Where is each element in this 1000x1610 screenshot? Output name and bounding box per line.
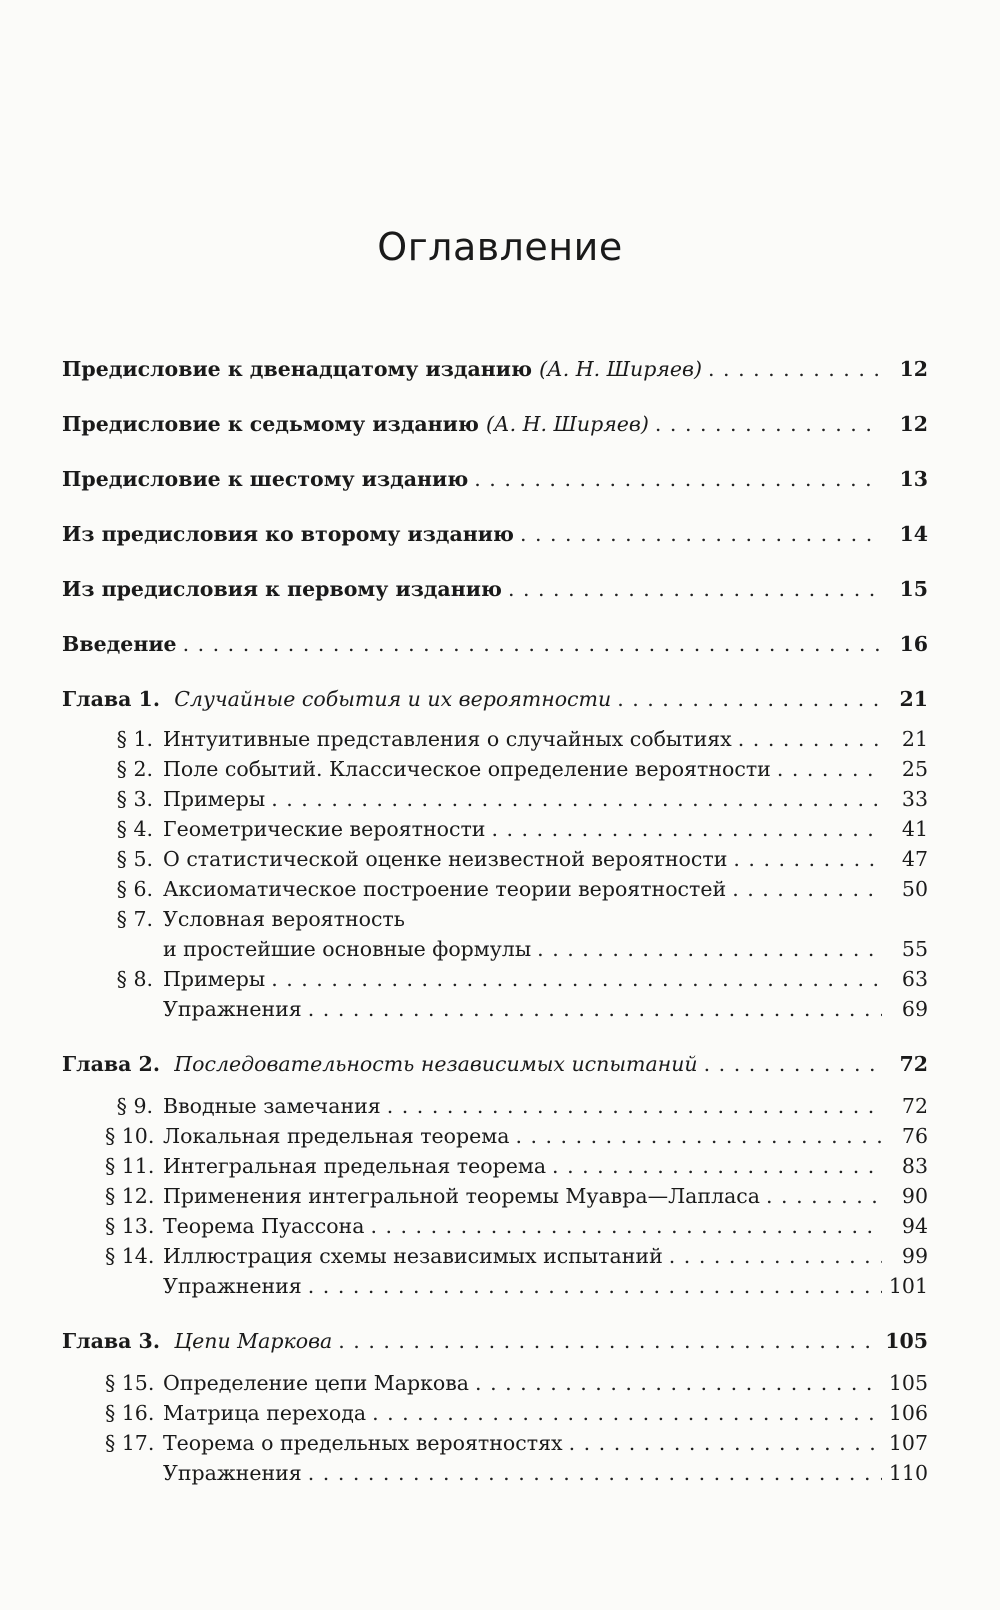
section-title: Упражнения — [163, 997, 302, 1021]
toc-page-number: 15 — [899, 577, 928, 601]
toc-page-number: 72 — [901, 1094, 928, 1118]
section-title: Примеры — [163, 787, 266, 811]
toc-section[interactable] — [105, 1242, 928, 1270]
toc-entry-label: Из предисловия к первому изданию — [62, 577, 502, 601]
toc-entry-label: Предисловие к двенадцатому изданию — [62, 357, 533, 381]
toc-entry-preface-6[interactable] — [62, 465, 928, 493]
toc-section[interactable] — [105, 1122, 928, 1150]
toc-entry-author: (А. Н. Ширяев) — [539, 357, 702, 381]
leader-dots — [370, 1212, 882, 1240]
toc-page-number: 33 — [901, 787, 928, 811]
section-number: § 3. — [116, 787, 153, 811]
toc-section[interactable] — [105, 1212, 928, 1240]
toc-section[interactable] — [105, 1369, 928, 1397]
leader-dots — [308, 995, 882, 1023]
section-number: § 11. — [105, 1154, 155, 1178]
toc-entry-preface-12[interactable] — [62, 355, 928, 383]
section-title: Геометрические вероятности — [163, 817, 486, 841]
section-number: § 6. — [116, 877, 153, 901]
toc-exercises[interactable] — [105, 995, 928, 1023]
chapter-label: Глава 1. — [62, 687, 160, 711]
toc-page-number: 69 — [901, 997, 928, 1021]
section-title: Поле событий. Классическое определение вероятности — [163, 757, 771, 781]
section-title: Теорема Пуассона — [163, 1214, 365, 1238]
section-number: § 9. — [116, 1094, 153, 1118]
section-number: § 7. — [116, 907, 153, 931]
section-number: § 15. — [105, 1371, 155, 1395]
toc-page-number: 50 — [901, 877, 928, 901]
toc-chapter-1[interactable] — [62, 685, 928, 713]
toc-page-number: 47 — [901, 847, 928, 871]
section-title: Упражнения — [163, 1461, 302, 1485]
section-number: § 13. — [105, 1214, 155, 1238]
section-number: § 17. — [105, 1431, 155, 1455]
toc-chapter-2[interactable] — [62, 1050, 928, 1078]
toc-page-number: 94 — [901, 1214, 928, 1238]
section-number: § 5. — [116, 847, 153, 871]
leader-dots — [183, 630, 882, 658]
toc-entry-preface-2[interactable] — [62, 520, 928, 548]
toc-page-number: 105 — [885, 1329, 928, 1353]
section-number: § 4. — [116, 817, 153, 841]
toc-page-number: 72 — [899, 1052, 928, 1076]
section-number: § 12. — [105, 1184, 155, 1208]
chapter-label: Глава 2. — [62, 1052, 160, 1076]
section-title: Применения интегральной теоремы Муавра—Лапласа — [163, 1184, 761, 1208]
toc-section[interactable] — [105, 965, 928, 993]
toc-page-number: 21 — [901, 727, 928, 751]
toc-page-number: 21 — [899, 687, 928, 711]
leader-dots — [617, 685, 882, 713]
leader-dots — [387, 1092, 882, 1120]
toc-page-number: 106 — [888, 1401, 928, 1425]
toc-entry-author: (А. Н. Ширяев) — [486, 412, 649, 436]
leader-dots — [704, 1050, 882, 1078]
section-title: Теорема о предельных вероятностях — [163, 1431, 563, 1455]
toc-page-number: 16 — [899, 632, 928, 656]
toc-page-number: 99 — [901, 1244, 928, 1268]
toc-entry-label: Предисловие к шестому изданию — [62, 467, 469, 491]
toc-section[interactable] — [105, 1182, 928, 1210]
toc-entry-label: Введение — [62, 632, 177, 656]
section-number: § 10. — [105, 1124, 155, 1148]
toc-entry-label: Из предисловия ко второму изданию — [62, 522, 514, 546]
section-title: Иллюстрация схемы независимых испытаний — [163, 1244, 663, 1268]
section-number: § 1. — [116, 727, 153, 751]
toc-exercises[interactable] — [105, 1459, 928, 1487]
section-number: § 14. — [105, 1244, 155, 1268]
section-title: Определение цепи Маркова — [163, 1371, 470, 1395]
section-title: Примеры — [163, 967, 266, 991]
chapter-label: Глава 3. — [62, 1329, 160, 1353]
leader-dots — [271, 785, 882, 813]
toc-entry-introduction[interactable] — [62, 630, 928, 658]
toc-page-number: 13 — [899, 467, 928, 491]
leader-dots — [271, 965, 882, 993]
toc-entry-label: Предисловие к седьмому изданию — [62, 412, 479, 436]
toc-section[interactable] — [105, 725, 928, 753]
chapter-title: Последовательность независимых испытаний — [174, 1052, 698, 1076]
leader-dots — [491, 815, 882, 843]
toc-page-number: 12 — [899, 357, 928, 381]
leader-dots — [372, 1399, 882, 1427]
toc-section[interactable] — [105, 1152, 928, 1180]
toc-exercises[interactable] — [105, 1272, 928, 1300]
toc-section[interactable] — [105, 1429, 928, 1457]
chapter-title: Случайные события и их вероятности — [174, 687, 612, 711]
leader-dots — [655, 410, 882, 438]
section-title: Матрица перехода — [163, 1401, 367, 1425]
toc-entry-preface-1[interactable] — [62, 575, 928, 603]
toc-page-number: 12 — [899, 412, 928, 436]
toc-entry-preface-7[interactable] — [62, 410, 928, 438]
toc-page-number: 90 — [901, 1184, 928, 1208]
section-title: Интегральная предельная теорема — [163, 1154, 547, 1178]
section-title-continued: и простейшие основные формулы — [163, 937, 532, 961]
leader-dots — [777, 755, 882, 783]
toc-section[interactable] — [105, 755, 928, 783]
section-number: § 8. — [116, 967, 153, 991]
toc-page-number: 55 — [901, 937, 928, 961]
section-title: Локальная предельная теорема — [163, 1124, 510, 1148]
leader-dots — [308, 1272, 882, 1300]
toc-section-line-2[interactable] — [105, 935, 928, 963]
page-title: Оглавление — [377, 225, 623, 269]
leader-dots — [537, 935, 882, 963]
section-number: § 2. — [116, 757, 153, 781]
toc-section[interactable] — [105, 785, 928, 813]
toc-section[interactable] — [105, 845, 928, 873]
toc-section[interactable] — [105, 815, 928, 843]
section-title: Упражнения — [163, 1274, 302, 1298]
section-title: Вводные замечания — [163, 1094, 381, 1118]
leader-dots — [766, 1182, 882, 1210]
toc-page-number: 101 — [888, 1274, 928, 1298]
toc-section[interactable] — [105, 875, 928, 903]
leader-dots — [708, 355, 882, 383]
toc-section-line-1[interactable] — [105, 905, 928, 933]
toc-section[interactable] — [105, 1092, 928, 1120]
toc-page-number: 105 — [888, 1371, 928, 1395]
leader-dots — [515, 1122, 882, 1150]
toc-page-number: 14 — [899, 522, 928, 546]
leader-dots — [552, 1152, 882, 1180]
leader-dots — [733, 845, 882, 873]
leader-dots — [474, 465, 882, 493]
section-title: Интуитивные представления о случайных событиях — [163, 727, 732, 751]
chapter-title: Цепи Маркова — [174, 1329, 333, 1353]
section-title: Условная вероятность — [163, 907, 405, 931]
leader-dots — [520, 520, 882, 548]
section-number: § 16. — [105, 1401, 155, 1425]
leader-dots — [569, 1429, 882, 1457]
section-title: Аксиоматическое построение теории вероятностей — [163, 877, 727, 901]
toc-page-number: 107 — [888, 1431, 928, 1455]
toc-page-number: 110 — [888, 1461, 928, 1485]
toc-page-number: 76 — [901, 1124, 928, 1148]
leader-dots — [669, 1242, 882, 1270]
toc-section[interactable] — [105, 1399, 928, 1427]
toc-page-number: 25 — [901, 757, 928, 781]
section-title: О статистической оценке неизвестной вероятности — [163, 847, 728, 871]
leader-dots — [732, 875, 882, 903]
leader-dots — [508, 575, 882, 603]
toc-page-number: 63 — [901, 967, 928, 991]
leader-dots — [475, 1369, 882, 1397]
toc-page-number: 83 — [901, 1154, 928, 1178]
toc-chapter-3[interactable] — [62, 1327, 928, 1355]
toc-page-number: 41 — [901, 817, 928, 841]
leader-dots — [738, 725, 882, 753]
leader-dots — [308, 1459, 882, 1487]
leader-dots — [338, 1327, 879, 1355]
